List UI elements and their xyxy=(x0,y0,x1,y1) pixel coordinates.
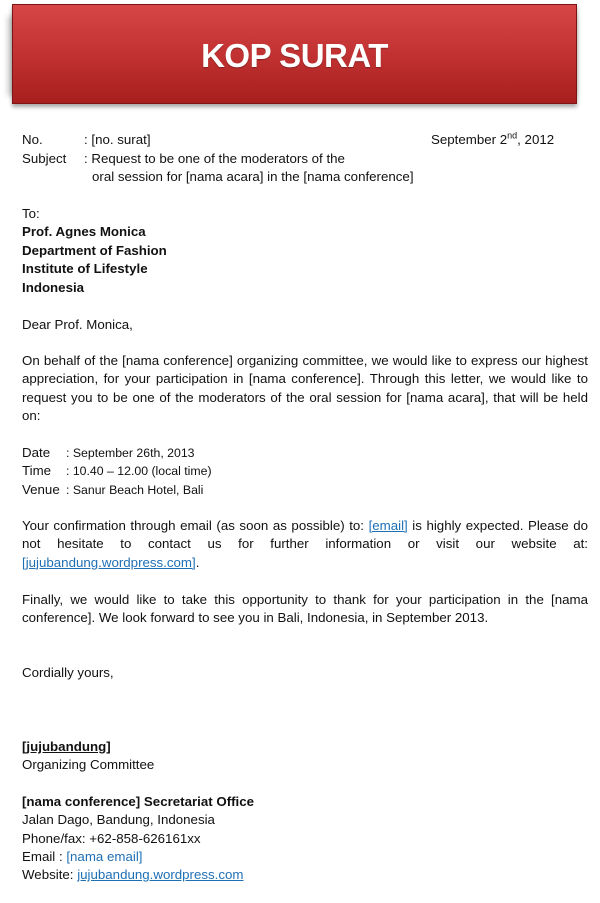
to-label: To: xyxy=(22,206,40,221)
closing: Cordially yours, xyxy=(22,665,114,680)
office-email-link[interactable]: [nama email] xyxy=(66,849,143,864)
signature-name: [jujubandung] xyxy=(22,739,111,754)
body-paragraph-3: Finally, we would like to take this opportunity to thank for your participation in the [nama conference]. We look forward to see you in Bali, Indonesia, in September 2013. xyxy=(22,592,588,626)
confirmation-email-link[interactable]: [email] xyxy=(368,518,408,533)
event-venue-row xyxy=(22,481,203,499)
recipient-department: Department of Fashion xyxy=(22,243,167,258)
signature-role: Organizing Committee xyxy=(22,757,155,772)
office-website-row: Website: jujubandung.wordpress.com xyxy=(22,867,244,882)
office-email-row: Email : [nama email] xyxy=(22,849,143,864)
number-value: : [no. surat] xyxy=(84,132,151,147)
website-link[interactable]: [jujubandung.wordpress.com] xyxy=(22,554,196,570)
recipient-institute: Institute of Lifestyle xyxy=(22,261,148,276)
event-venue-label: Venue xyxy=(22,482,60,497)
recipient-country: Indonesia xyxy=(22,280,85,295)
body-paragraph-2: Your confirmation through email (as soon as possible) to: [email] is highly expected. Please do not hesitate to contact us for further information or visit our website at: [jujubandung.wordpress.com]. xyxy=(22,518,588,570)
office-phone: Phone/fax: +62-858-626161xx xyxy=(22,831,201,846)
letterhead-banner xyxy=(12,4,577,104)
office-title: [nama conference] Secretariat Office xyxy=(22,794,255,809)
body-paragraph-1: On behalf of the [nama conference] organizing committee, we would like to express our highest appreciation, for your participation in [nama conference]. Through this letter, we would like to request you to be one of the moderators of the oral session for [nama acara], that will be held on: xyxy=(22,353,588,423)
subject-line-2: oral session for [nama acara] in the [nama conference] xyxy=(92,169,414,184)
event-time-value: : 10.40 – 12.00 (local time) xyxy=(66,464,212,478)
subject-row xyxy=(22,150,345,168)
subject-line-1: : Request to be one of the moderators of the xyxy=(84,151,345,166)
recipient-name: Prof. Agnes Monica xyxy=(22,224,146,239)
event-date-value: : September 26th, 2013 xyxy=(66,446,195,460)
letter-date: September 2nd, 2012 xyxy=(431,130,555,147)
office-address: Jalan Dago, Bandung, Indonesia xyxy=(22,812,215,827)
salutation: Dear Prof. Monica, xyxy=(22,317,133,332)
number-label: No. xyxy=(22,132,43,147)
event-date-row xyxy=(22,444,195,462)
event-date-label: Date xyxy=(22,445,51,460)
letterhead-title: KOP SURAT xyxy=(201,36,388,74)
event-time-label: Time xyxy=(22,463,52,478)
office-website-link[interactable]: jujubandung.wordpress.com xyxy=(77,867,244,882)
letter-number-row xyxy=(22,131,151,149)
event-venue-value: : Sanur Beach Hotel, Bali xyxy=(66,483,204,497)
subject-label: Subject xyxy=(22,151,67,166)
event-time-row xyxy=(22,462,212,480)
